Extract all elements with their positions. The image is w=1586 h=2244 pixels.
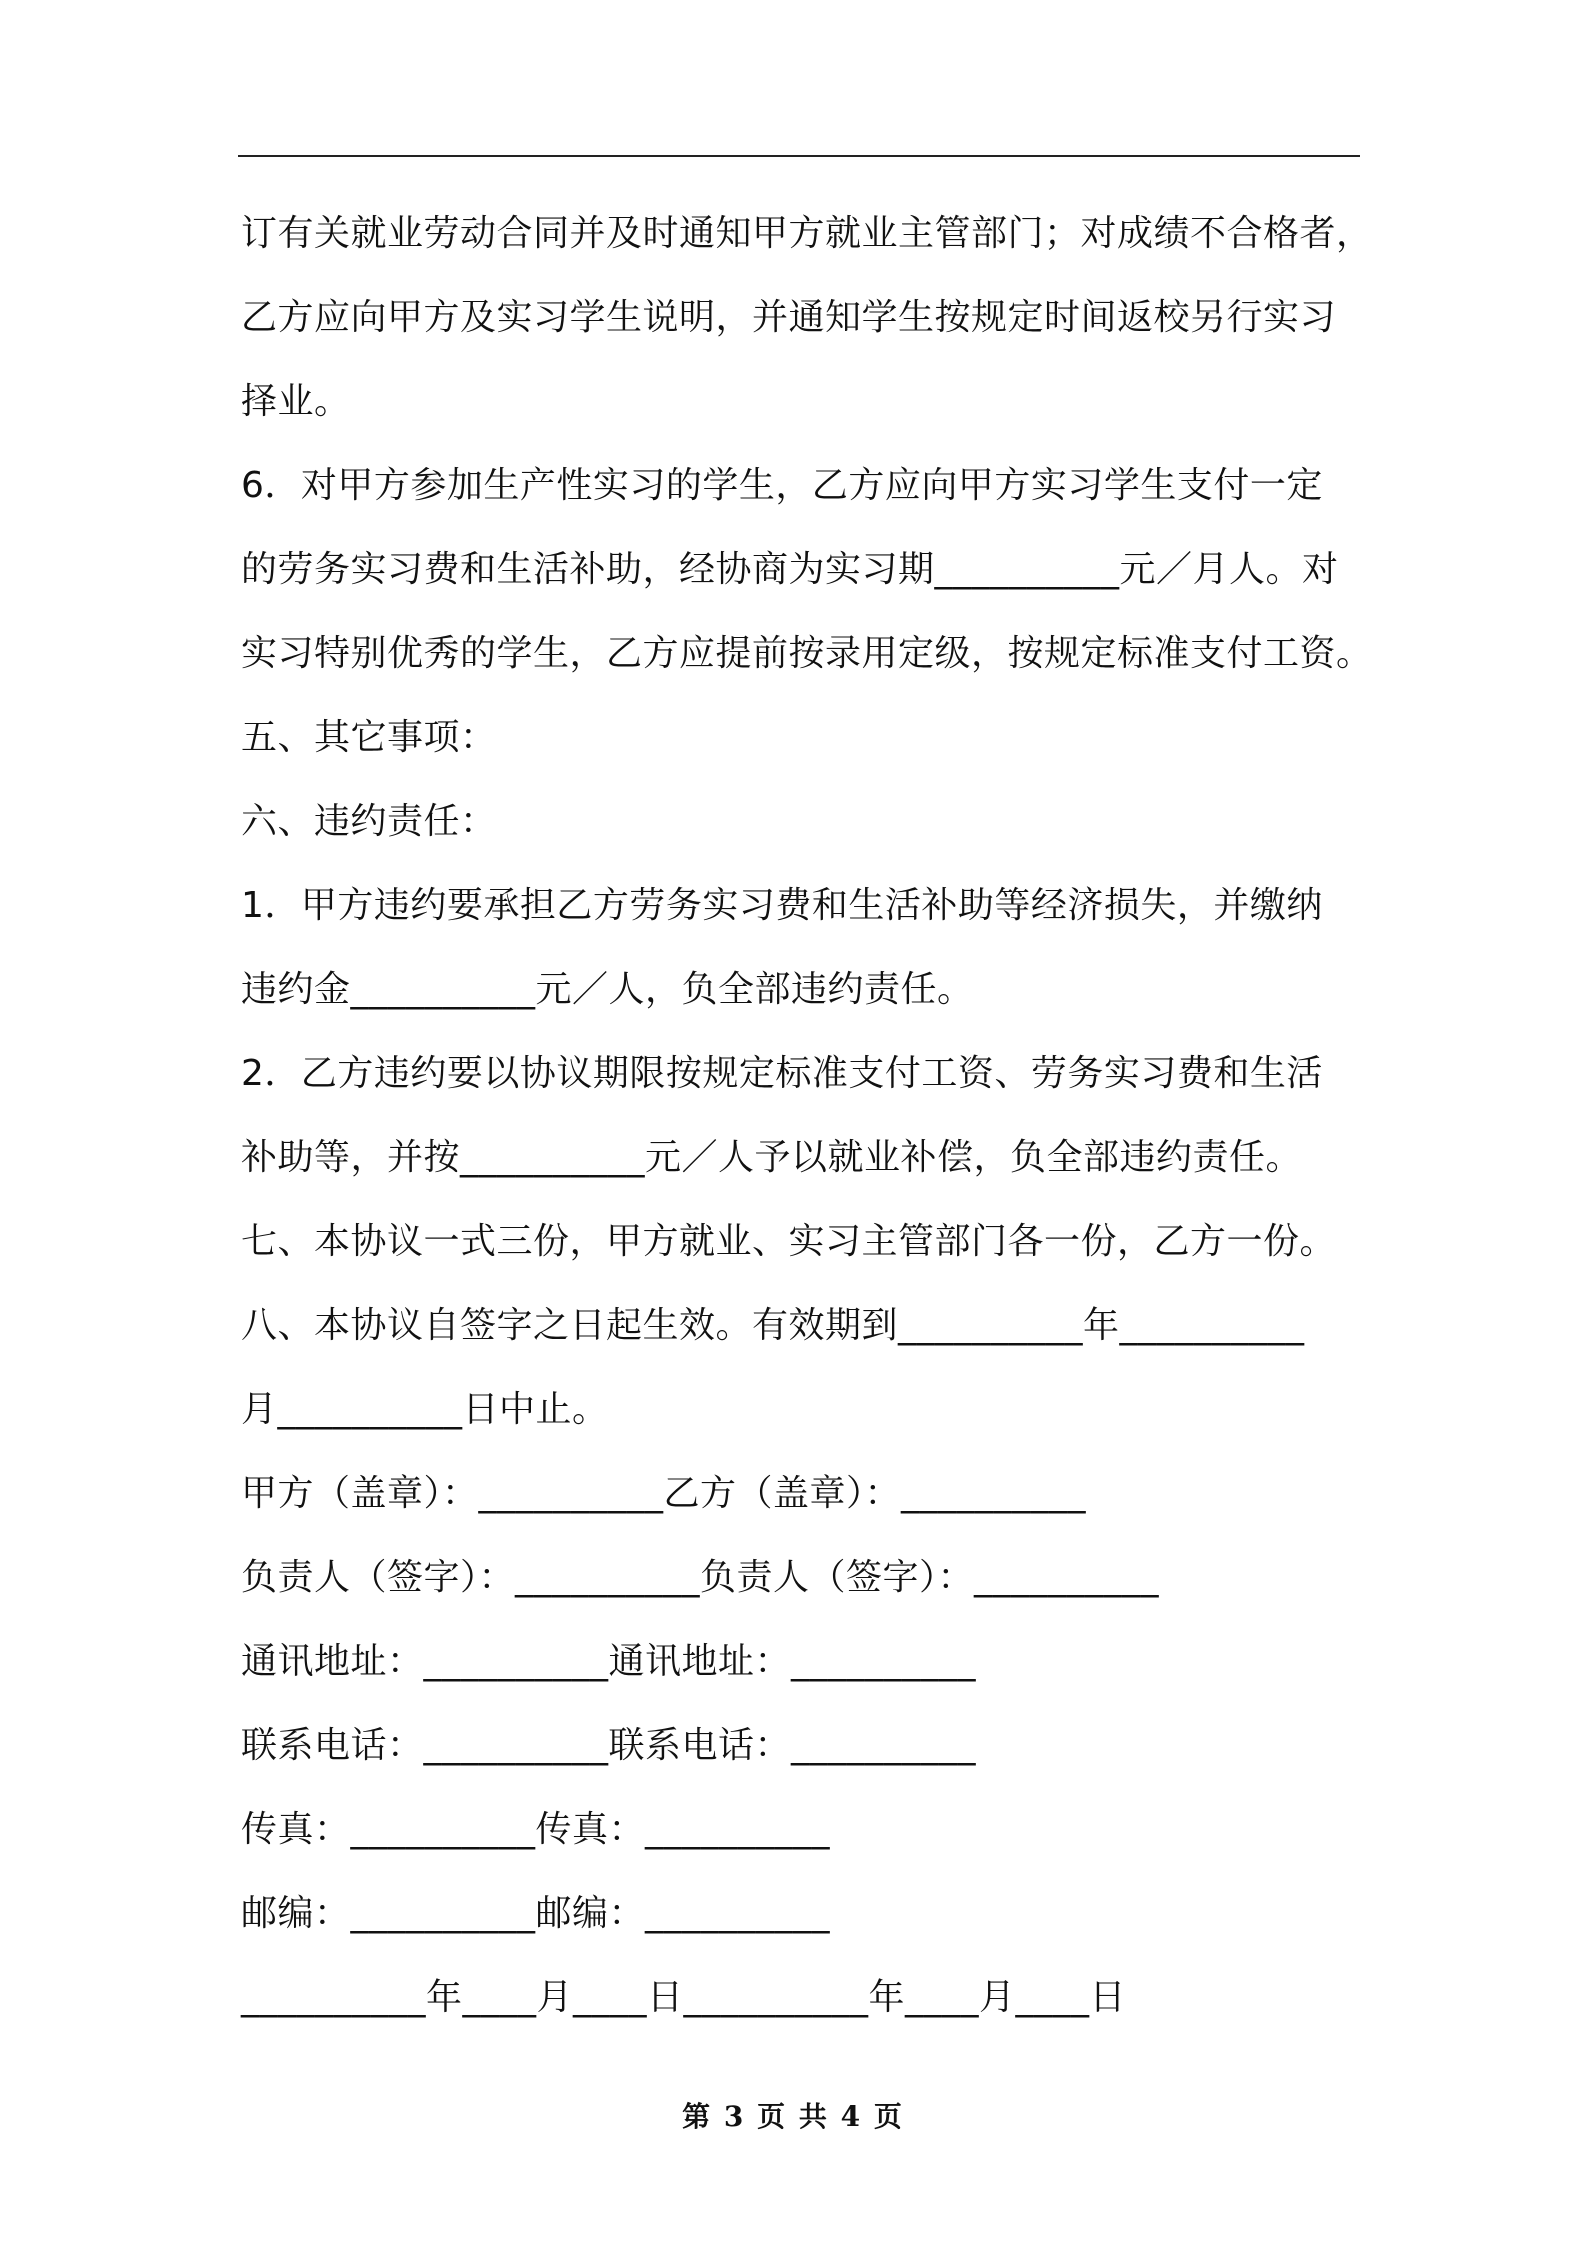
text-line: 月__________日中止。: [241, 1389, 609, 1430]
section-heading-6: 六、违约责任：: [241, 801, 497, 842]
text-line: 择业。: [241, 381, 351, 422]
clause-6-line: 6．对甲方参加生产性实习的学生，乙方应向甲方实习学生支付一定: [241, 465, 1323, 506]
signature-person-line: 负责人（签字）：__________负责人（签字）：__________: [241, 1557, 1160, 1598]
text-line: 乙方应向甲方及实习学生说明，并通知学生按规定时间返校另行实习: [241, 297, 1337, 338]
section-heading-7: 七、本协议一式三份，甲方就业、实习主管部门各一份，乙方一份。: [241, 1221, 1337, 1262]
page-number: 第 3 页 共 4 页: [682, 2100, 904, 2133]
text-line: 订有关就业劳动合同并及时通知甲方就业主管部门；对成绩不合格者，: [241, 213, 1373, 254]
header-divider: [238, 155, 1360, 157]
document-body: [241, 192, 1371, 2040]
section-heading-8: 八、本协议自签字之日起生效。有效期到__________年__________: [241, 1305, 1305, 1346]
postcode-line: 邮编：__________邮编：__________: [241, 1893, 831, 1934]
text-line: 补助等，并按__________元／人予以就业补偿，负全部违约责任。: [241, 1137, 1303, 1178]
signature-seal-line: 甲方（盖章）：__________乙方（盖章）：__________: [241, 1473, 1087, 1514]
section-heading-5: 五、其它事项：: [241, 717, 497, 758]
date-line: __________年____月____日__________年____月____日: [241, 1977, 1126, 2018]
clause-2-line: 2．乙方违约要以协议期限按规定标准支付工资、劳务实习费和生活: [241, 1053, 1323, 1094]
address-line: 通讯地址：__________通讯地址：__________: [241, 1641, 977, 1682]
fax-line: 传真：__________传真：__________: [241, 1809, 831, 1850]
clause-1-line: 1．甲方违约要承担乙方劳务实习费和生活补助等经济损失，并缴纳: [241, 885, 1323, 926]
text-line: 的劳务实习费和生活补助，经协商为实习期__________元／月人。对: [241, 549, 1339, 590]
phone-line: 联系电话：__________联系电话：__________: [241, 1725, 977, 1766]
text-line: 实习特别优秀的学生，乙方应提前按录用定级，按规定标准支付工资。: [241, 633, 1373, 674]
text-line: 违约金__________元／人，负全部违约责任。: [241, 969, 974, 1010]
